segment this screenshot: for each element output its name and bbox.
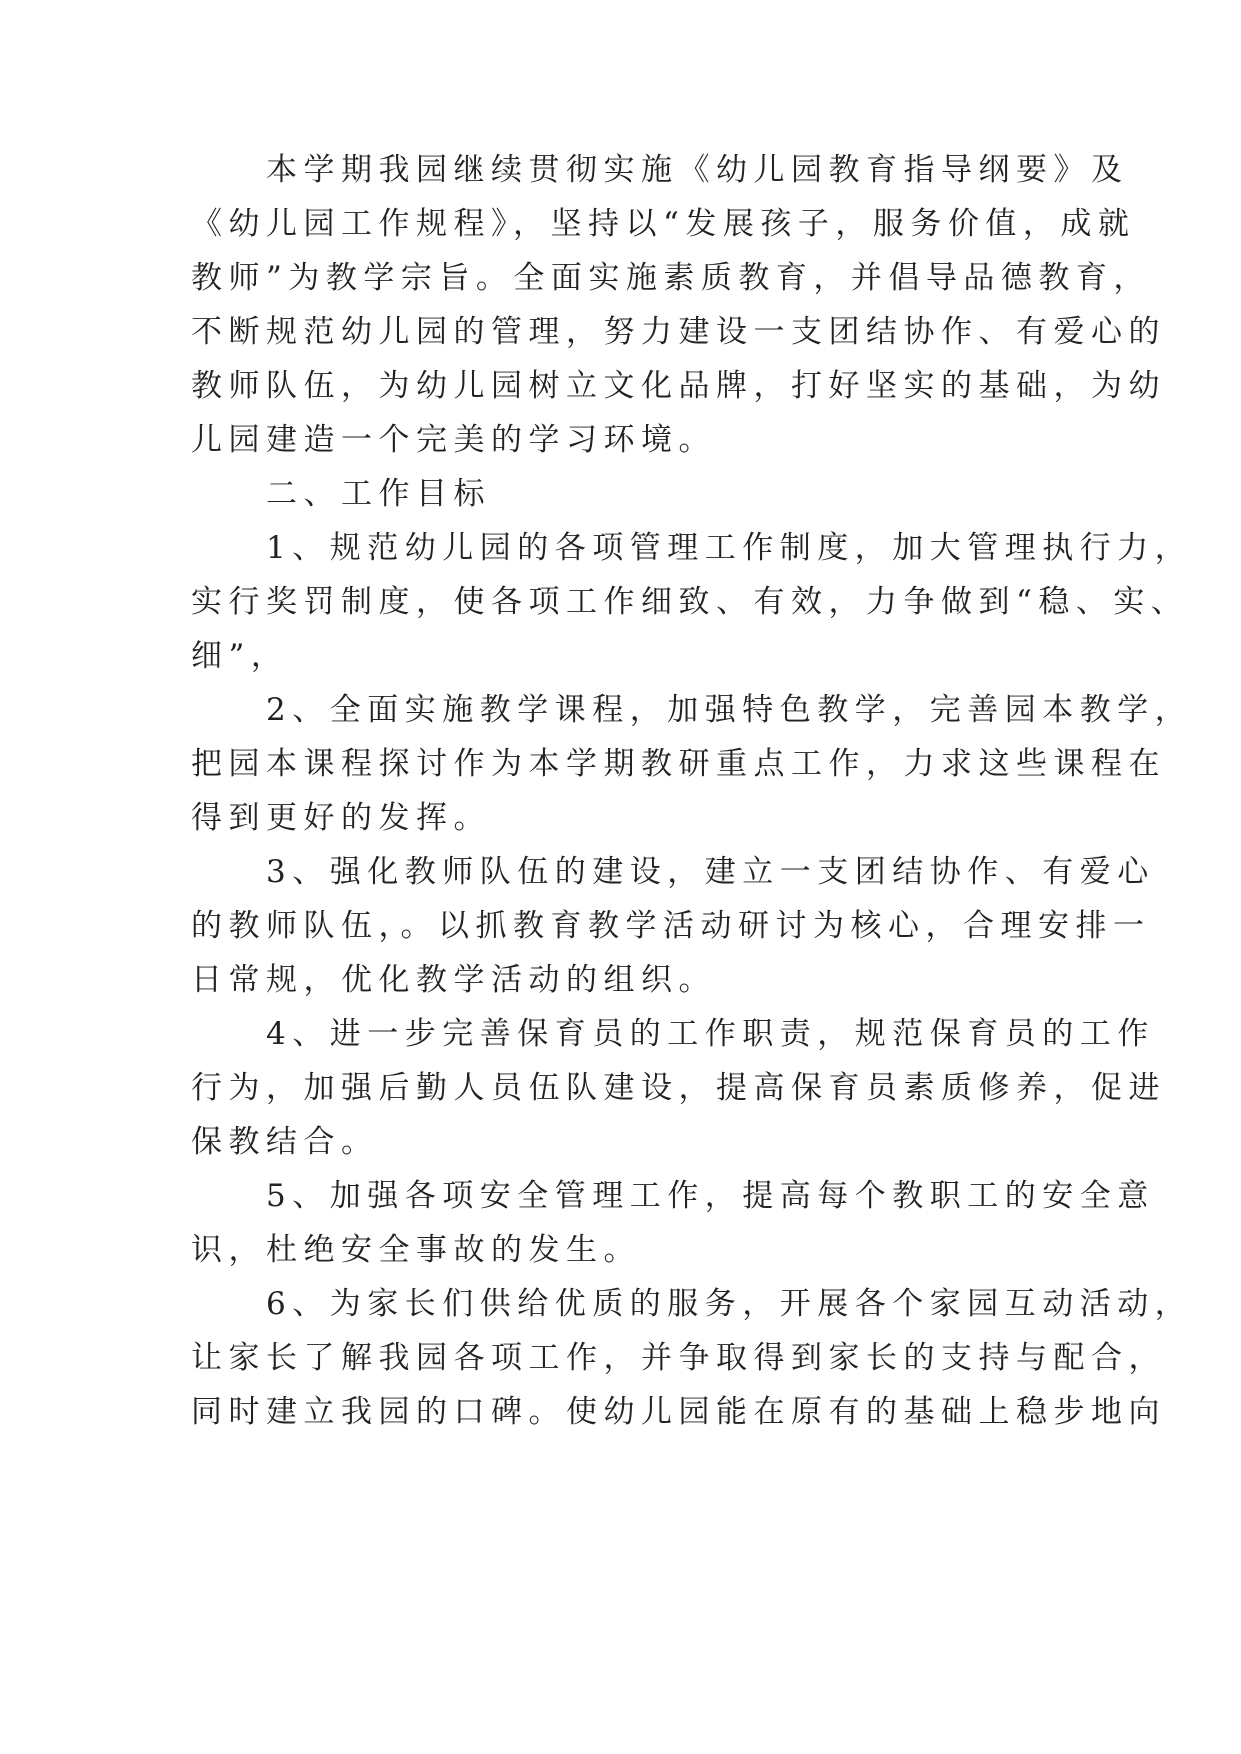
text-line: 得到更好的发挥。 [191,800,491,836]
text-line: 实行奖罚制度，使各项工作细致、有效，力争做到“稳、实、 [191,584,1189,620]
text-line: 细”， [191,638,289,674]
text-line: 行为，加强后勤人员伍队建设，提高保育员素质修养，促进 [191,1070,1166,1106]
text-line: 的教师队伍，。以抓教育教学活动研讨为核心，合理安排一 [191,908,1151,944]
section-heading: 二、工作目标 [191,476,491,512]
text-line: 2、全面实施教学课程，加强特色教学，完善园本教学， [191,692,1193,728]
text-line: 同时建立我园的口碑。使幼儿园能在原有的基础上稳步地向 [191,1394,1166,1430]
text-line: 识，杜绝安全事故的发生。 [191,1232,641,1268]
text-line: 3、强化教师队伍的建设，建立一支团结协作、有爱心 [191,854,1155,890]
text-line: 把园本课程探讨作为本学期教研重点工作，力求这些课程在 [191,746,1166,782]
text-line: 4、进一步完善保育员的工作职责，规范保育员的工作 [191,1016,1155,1052]
text-line: 不断规范幼儿园的管理，努力建设一支团结协作、有爱心的 [191,314,1166,350]
text-line: 儿园建造一个完美的学习环境。 [191,422,716,458]
text-line: 1、规范幼儿园的各项管理工作制度，加大管理执行力， [191,530,1193,566]
text-line: 日常规，优化教学活动的组织。 [191,962,716,998]
text-line: 6、为家长们供给优质的服务，开展各个家园互动活动， [191,1286,1193,1322]
text-line: 本学期我园继续贯彻实施《幼儿园教育指导纲要》及 [191,152,1129,188]
text-line: 让家长了解我园各项工作，并争取得到家长的支持与配合， [191,1340,1166,1376]
text-line: 保教结合。 [191,1124,379,1160]
text-line: 教师”为教学宗旨。全面实施素质教育，并倡导品德教育， [191,260,1151,296]
text-line: 教师队伍，为幼儿园树立文化品牌，打好坚实的基础，为幼 [191,368,1166,404]
text-line: 5、加强各项安全管理工作，提高每个教职工的安全意 [191,1178,1155,1214]
text-line: 《幼儿园工作规程》，坚持以“发展孩子，服务价值，成就 [191,206,1136,242]
